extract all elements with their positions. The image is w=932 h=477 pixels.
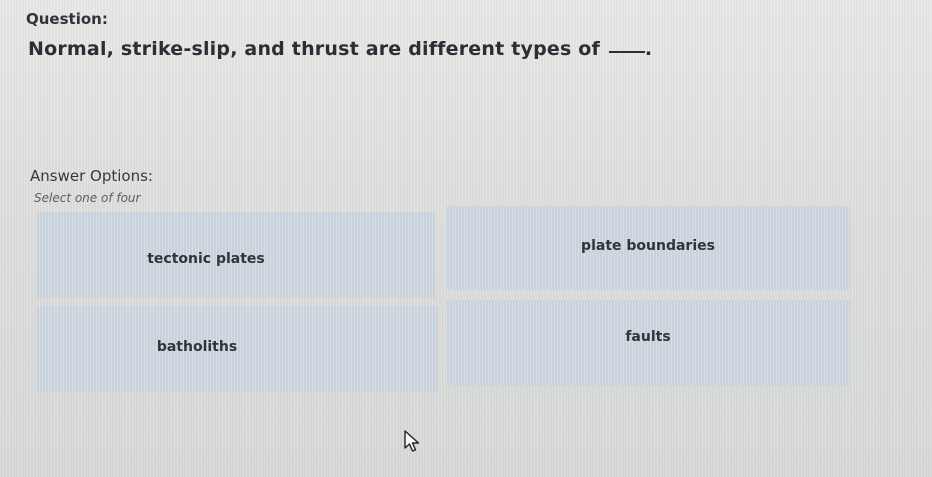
option-label: tectonic plates (147, 251, 265, 267)
option-tectonic-plates[interactable] (36, 212, 436, 298)
answer-options (36, 208, 850, 390)
question-body: Normal, strike-slip, and thrust are different types of (28, 38, 601, 60)
option-label: batholiths (156, 339, 238, 355)
mouse-pointer-icon (402, 429, 422, 455)
question-label: Question: (26, 10, 108, 28)
answer-blank (609, 51, 645, 53)
question-suffix: . (644, 38, 653, 60)
option-plate-boundaries[interactable] (446, 206, 850, 290)
option-faults[interactable] (446, 300, 850, 386)
question-text (28, 38, 652, 60)
answer-options-header: Answer Options: (30, 167, 153, 185)
option-batholiths[interactable] (36, 306, 438, 392)
select-hint: Select one of four (34, 191, 141, 205)
option-label: plate boundaries (581, 238, 715, 254)
option-label: faults (625, 329, 671, 345)
